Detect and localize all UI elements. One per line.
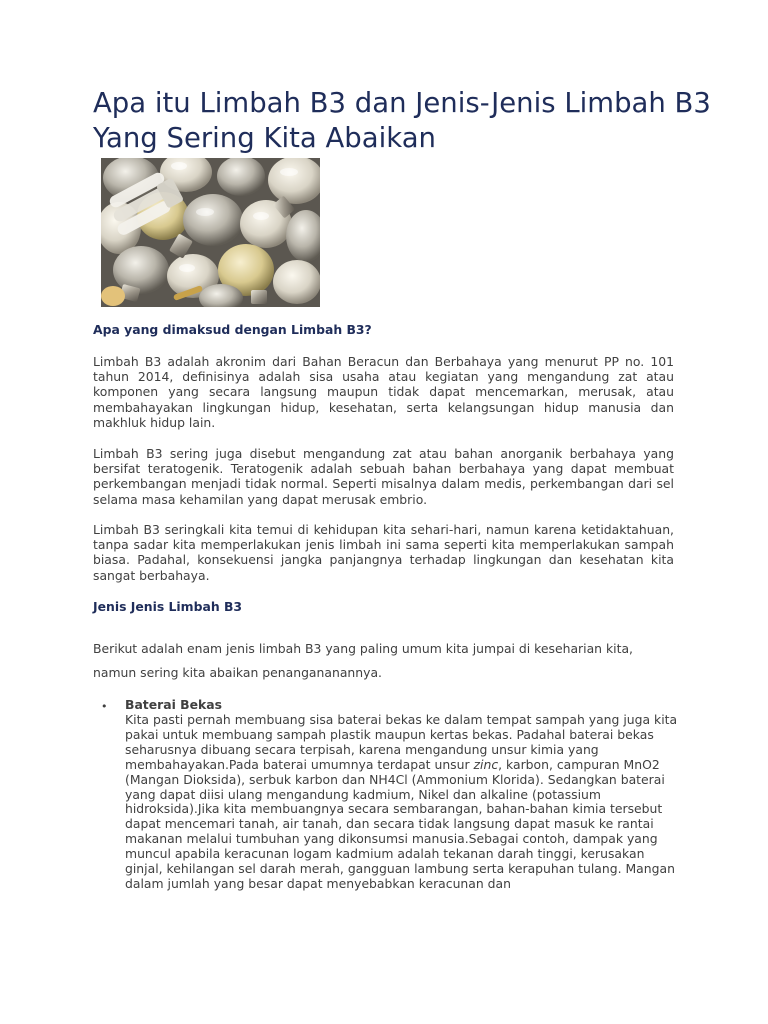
page-title: Apa itu Limbah B3 dan Jenis-Jenis Limbah B3 Yang Sering Kita Abaikan: [93, 87, 711, 154]
list-item-title: Baterai Bekas: [125, 697, 222, 712]
list-item-body: Kita pasti pernah membuang sisa baterai bekas ke dalam tempat sampah yang juga kita pakai untuk membuang sampah plastik maupun kertas bekas. Padahal baterai bekas seharusnya dibuang secara terpisah, karena mengandung unsur kimia yang membahayakan.Pada baterai umumnya terdapat unsur zinc, karbon, campuran MnO2 (Mangan Dioksida), serbuk karbon dan NH4Cl (Ammonium Klorida). Sedangkan baterai yang dapat diisi ulang mengandung kadmium, Nikel dan alkaline (potassium hidroksida).Jika kita membuangnya secara sembarangan, bahan-bahan kimia tersebut dapat mencemari tanah, air tanah, dan secara tidak langsung dapat masuk ke rantai makanan melalui tumbuhan yang dikonsumsi manusia.Sebagai contoh, dampak yang muncul apabila keracunan logam kadmium adalah tekanan darah tinggi, kerusakan ginjal, kehilangan sel darah merah, gangguan lambung serta kerapuhan tulang. Mangan dalam jumlah yang besar dapat menyebabkan keracunan dan: [125, 712, 678, 891]
waste-types-list: [93, 697, 683, 892]
paragraph-daily-life: Limbah B3 seringkali kita temui di kehidupan kita sehari-hari, namun karena ketidaktahuan, tanpa sadar kita memperlakukan jenis limbah ini sama seperti kita memperlakukan sampah biasa. Padahal, konsekuensi jangka panjangnya terhadap lingkungan dan kesehatan kita sangat berbahaya.: [93, 522, 674, 583]
light-bulbs-photo: [101, 158, 320, 307]
paragraph-definition: Limbah B3 adalah akronim dari Bahan Beracun dan Berbahaya yang menurut PP no. 101 tahun 2014, definisinya adalah sisa usaha atau kegiatan yang mengandung zat atau komponen yang secara langsung maupun tidak dapat mencemarkan, merusak, atau membahayakan lingkungan hidup, kesehatan, serta kelangsungan hidup manusia dan makhluk hidup lain.: [93, 354, 674, 430]
section-heading-definition: Apa yang dimaksud dengan Limbah B3?: [93, 322, 372, 337]
light-bulbs-image: [101, 158, 320, 307]
emphasis-zinc: zinc: [473, 756, 499, 772]
bullet-marker: •: [101, 700, 108, 713]
paragraph-teratogenic: Limbah B3 sering juga disebut mengandung zat atau bahan anorganik berbahaya yang bersifat teratogenik. Teratogenik adalah sebuah bahan berbahaya yang dapat membuat perkembangan menjadi tidak normal. Seperti misalnya dalam medis, perkembangan dari sel selama masa kehamilan yang dapat merusak embrio.: [93, 446, 674, 507]
list-item: [93, 697, 683, 892]
paragraph-intro: Berikut adalah enam jenis limbah B3 yang paling umum kita jumpai di keseharian kita, namun sering kita abaikan penangananannya.: [93, 641, 633, 680]
section-heading-types: Jenis Jenis Limbah B3: [93, 599, 243, 614]
